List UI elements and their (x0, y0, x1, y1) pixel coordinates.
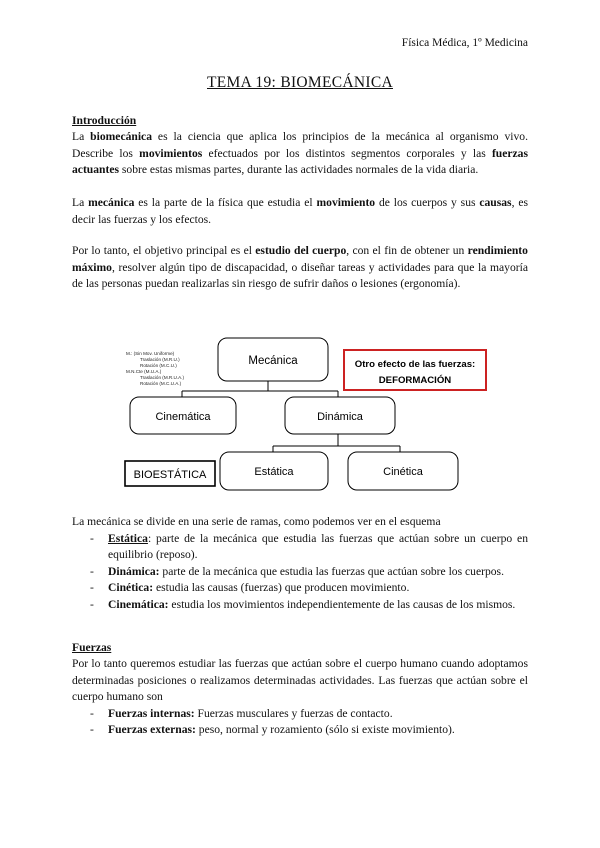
list-item (72, 597, 528, 614)
text-run: Por lo tanto, el objetivo principal es el (72, 244, 256, 257)
bold-term: mecánica (88, 196, 135, 209)
legend-line-1: M.: (Sin Mov. Uniforme) (126, 351, 175, 356)
force-desc: Fuerzas musculares y fuerzas de contacto. (194, 706, 393, 720)
bold-term: estudio del cuerpo (255, 244, 347, 257)
branches-section (72, 514, 528, 613)
intro-paragraph-1 (72, 129, 528, 179)
text-run: es la ciencia que aplica los principios de la mecánica al organismo vivo. Describe los (72, 130, 528, 160)
intro-heading: Introducción (72, 114, 137, 127)
text-run: , resolver algún tipo de discapacidad, o diseñar tareas y actividades para que la mayoría de las personas puedan realizarlas sin riesgo de sufrir daños o lesiones (ergonomía). (72, 260, 528, 290)
forces-section (72, 656, 528, 739)
list-dash: - (90, 531, 94, 545)
bold-term: biomecánica (90, 130, 152, 143)
node-statics-label: Estática (254, 466, 294, 478)
forces-heading: Fuerzas (72, 641, 112, 654)
branch-desc: : parte de la mecánica que estudia las fuerzas que actúan sobre un cuerpo en equilibrio (reposo). (108, 531, 528, 561)
force-desc: peso, normal y rozamiento (sólo si existe movimiento). (195, 723, 455, 736)
list-item (72, 564, 528, 581)
intro-paragraph-3 (72, 243, 528, 293)
branch-term: Cinética: (108, 581, 154, 594)
mechanics-diagram (110, 334, 500, 496)
force-term: Fuerzas externas: (108, 723, 196, 736)
legend-line-6: Rotación (M.C.U.A.) (140, 381, 182, 386)
text-run: , es decir las fuerzas y los efectos. (72, 196, 528, 226)
node-kinematics-label: Cinemática (155, 411, 211, 423)
branches-list (72, 531, 528, 614)
list-dash: - (90, 581, 94, 594)
course-header: Física Médica, 1º Medicina (401, 37, 528, 49)
legend-line-2: Traslación (M.R.U.) (140, 357, 180, 362)
list-item (72, 531, 528, 564)
branch-term: Dinámica: (108, 564, 160, 578)
text-run: de los cuerpos y sus (375, 196, 480, 209)
deformation-value: DEFORMACIÓN (378, 375, 452, 386)
bold-term: causas (479, 196, 512, 209)
deformation-title: Otro efecto de las fuerzas: (354, 359, 476, 370)
force-term: Fuerzas internas: (108, 706, 195, 720)
text-run: La (72, 196, 89, 209)
list-item (72, 580, 528, 597)
motion-legend (126, 351, 184, 386)
text-run: efectuados por los distintos segmentos corporales y las (202, 146, 492, 160)
branch-desc: estudia las causas (fuerzas) que producen movimiento. (153, 581, 410, 594)
text-run: La (72, 130, 91, 143)
list-dash: - (90, 723, 94, 736)
node-mechanics-label: Mecánica (248, 355, 298, 367)
bold-term: rendimiento máximo (72, 244, 528, 274)
page-title: TEMA 19: BIOMECÁNICA (207, 74, 393, 91)
legend-line-3: Rotación (M.C.U.) (140, 363, 177, 368)
branch-term: Cinemática: (108, 597, 169, 611)
text-run: , con el fin de obtener un (346, 244, 468, 257)
list-dash: - (90, 564, 94, 578)
legend-line-5: Traslación (M.R.U.A.) (140, 375, 184, 380)
forces-list (72, 706, 528, 739)
list-item (72, 722, 528, 739)
bold-term: movimiento (316, 196, 376, 209)
text-run: es la parte de la física que estudia el (134, 196, 317, 209)
branch-desc: parte de la mecánica que estudia las fuerzas que actúan sobre los cuerpos. (159, 564, 504, 578)
bold-term: movimientos (139, 146, 203, 160)
branch-desc: estudia los movimientos independientemente de las causas de los mismos. (168, 597, 516, 611)
list-dash: - (90, 597, 94, 611)
list-item (72, 706, 528, 723)
node-dynamics-label: Dinámica (317, 411, 363, 423)
bold-term: fuerzas actuantes (72, 146, 528, 176)
text-run: sobre estas mismas partes, durante las actividades normales de la vida diaria. (119, 163, 479, 176)
node-kinetics-label: Cinética (383, 466, 423, 478)
branch-term: Estática (108, 531, 148, 545)
biostatics-label: BIOESTÁTICA (133, 469, 207, 481)
branches-intro: La mecánica se divide en una serie de ramas, como podemos ver en el esquema (72, 515, 441, 528)
intro-paragraph-2 (72, 195, 528, 228)
legend-line-4: M.N.Cte (M.U.A.) (126, 369, 162, 374)
list-dash: - (90, 706, 94, 720)
forces-paragraph: Por lo tanto queremos estudiar las fuerzas que actúan sobre el cuerpo humano cuando adoptamos determinadas posiciones o realizamos determinadas actividades. Las fuerzas que actúan sobre el cuerpo humano son (72, 657, 528, 703)
